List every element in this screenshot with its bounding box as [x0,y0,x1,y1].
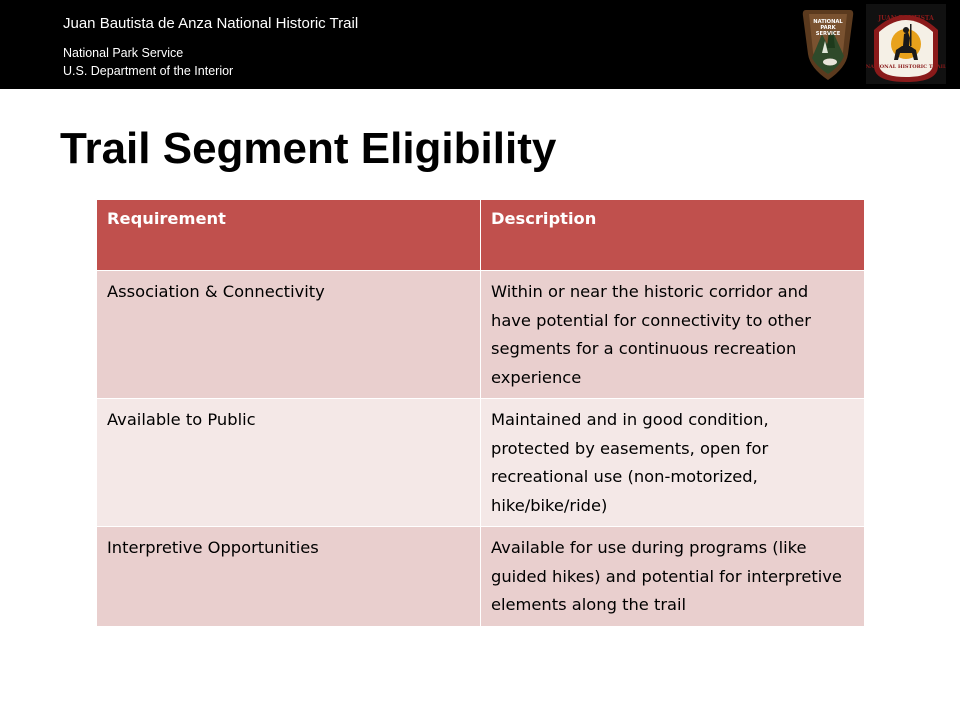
description-cell: Within or near the historic corridor and have potential for connectivity to other segments for a continuous recreation experience [481,271,865,399]
description-cell: Available for use during programs (like guided hikes) and potential for interpretive elements along the trail [481,527,865,627]
svg-text:PARK: PARK [820,25,836,31]
anza-trail-emblem-icon [866,4,946,84]
svg-text:NATIONAL HISTORIC TRAIL: NATIONAL HISTORIC TRAIL [866,64,946,70]
slide-title: Trail Segment Eligibility [60,124,557,173]
svg-text:NATIONAL: NATIONAL [813,19,843,25]
table-row [97,527,865,627]
svg-text:SERVICE: SERVICE [815,31,841,37]
eligibility-table [96,199,865,627]
description-cell: Maintained and in good condition, protected by easements, open for recreational use (non-motorized, hike/bike/ride) [481,399,865,527]
requirement-cell: Available to Public [97,399,481,527]
nps-arrowhead-logo-icon [800,6,856,82]
svg-text:JUAN BAUTISTA: JUAN BAUTISTA [878,15,934,22]
header-department: U.S. Department of the Interior [63,64,234,78]
header-agency: National Park Service [63,46,184,60]
requirement-cell: Association & Connectivity [97,271,481,399]
header-title: Juan Bautista de Anza National Historic Trail [63,15,359,32]
table-row [97,271,865,399]
column-header-requirement: Requirement [97,200,481,271]
table-header-row [97,200,865,271]
table-row [97,399,865,527]
requirement-cell: Interpretive Opportunities [97,527,481,627]
column-header-description: Description [481,200,865,271]
header-bar [0,0,960,89]
